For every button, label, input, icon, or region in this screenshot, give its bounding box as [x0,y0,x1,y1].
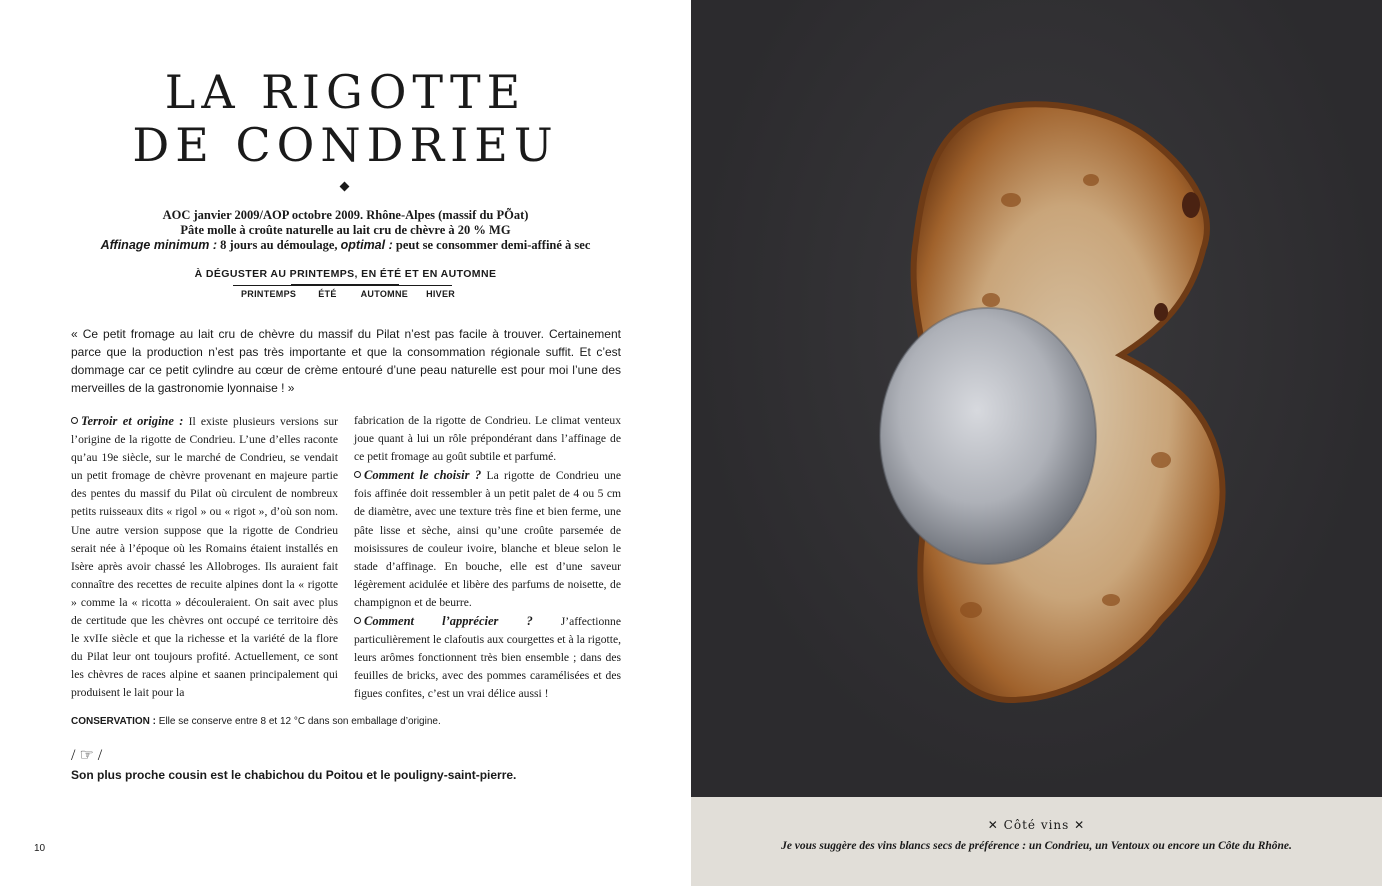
conservation-note [71,716,631,727]
season-hiver: HIVER [426,289,456,299]
diamond-ornament-icon [340,182,350,192]
terroir-text-cont: fabrication de la rigotte de Condrieu. Le climat venteux joue quant à lui un rôle prépondérant dans l’affinage de ce petit fromage au goût subtile et parfumé. [354,414,621,464]
choisir-text: La rigotte de Condrieu une fois affinée doit ressembler à un petit palet de 4 ou 5 cm de diamètre, avec une texture très fine et bien ferme, une pâte lisse et sèche, ainsi qu’une croûte parsemée de moisissures de couleur ivoire, blanche et bleue selon le stade d’affinage. En bouche, elle est d’une saveur légèrement acidulée et libère des parfums de noisette, de champignon et de beurre. [354,469,621,609]
season-heading: À DÉGUSTER AU PRINTEMPS, EN ÉTÉ ET EN AUTOMNE [194,268,497,280]
title-line-1: LA RIGOTTE [164,65,527,119]
season-list [233,289,456,299]
title-line-2: DE CONDRIEU [132,118,559,172]
cheese-meta [0,208,691,253]
conservation-label: CONSERVATION : [71,716,157,727]
season-automne: AUTOMNE [360,289,409,299]
optimal-label: optimal : [340,238,393,252]
meta-aoc: AOC janvier 2009/AOP octobre 2009. Rhône-Alpes (massif du PÕat) [162,208,529,222]
season-bar [233,285,452,286]
optimal-text: peut se consommer demi-affiné à sec [392,238,591,252]
season-ete: ÉTÉ [318,289,337,299]
season-bar-highlight [291,284,399,286]
circle-bullet-icon [354,617,361,624]
cote-vins-text: Je vous suggère des vins blancs secs de préférence : un Condrieu, un Ventoux ou encore un Côte du Rhône. [781,840,1292,852]
terroir-text: Il existe plusieurs versions sur l’origine de la rigotte de Condrieu. L’une d’elles raconte qu’au 19e siècle, sur le marché de Condrieu, se vendait un petit fromage de chèvre provenant en majeure partie des pentes du massif du Pilat où circulent de nombreux petits ruisseaux dits « rigol » ou « rigot », d’où son nom. Une autre version suppose que la rigotte de Condrieu serait née à l’époque où les Romains étaient installés en Isère après avoir chassé les Allobroges. Ils auraient fait connaître des recettes de recuite alpines dont la « rigotte » comme la « ricotta » découleraient. On sait avec plus de certitude que les chèvres ont occupé ce territoire dès le xvIIe siècle et que la richesse et la variété de la flore du Pilat leur ont toujours profité. Actuellement, ce sont les chèvres de races alpine et saanen principalement qui produisent le lait pour la [71,415,338,700]
conservation-text: Elle se conserve entre 8 et 12 °C dans son emballage d’origine. [156,716,441,727]
cote-vins-heading [691,818,1382,832]
affinage-text: 8 jours au démoulage, [217,238,341,252]
cheese-on-bread-image [691,0,1382,797]
apprecier-text: J’affectionne particulièrement le clafoutis aux courgettes et à la rigotte, leurs arômes fonctionnent très bien ensemble ; dans des feuilles de bricks, avec des pommes caramélisées et des figues confites, c’est un vrai délice aussi ! [354,615,621,701]
pointing-hand-icon: / ☞ / [71,747,103,764]
choisir-heading: Comment le choisir ? [364,468,482,483]
right-page [691,0,1382,886]
affinage-label: Affinage minimum : [100,238,218,252]
cheese-photo [691,0,1382,797]
meta-affinage [0,238,691,253]
intro-quote: « Ce petit fromage au lait cru de chèvre du massif du Pilat n’est pas facile à trouver. Certainement parce que la production n’est pas très importante et que la consommation régionale suffit. Et c’est dommage car ce petit cylindre au cœur de crème entouré d’une peau naturelle est pour moi l’une des merveilles de la gastronomie lyonnaise ! » [71,327,621,395]
circle-bullet-icon [354,471,361,478]
page-title [0,66,691,172]
meta-pate: Pâte molle à croûte naturelle au lait cru de chèvre à 20 % MG [180,223,511,237]
circle-bullet-icon [71,417,78,424]
text-column-2 [354,412,621,704]
cousin-note: Son plus proche cousin est le chabichou du Poitou et le pouligny-saint-pierre. [71,768,517,782]
apprecier-heading: Comment l’apprécier ? [364,614,533,629]
cross-ornament-icon: ✕ [987,818,999,832]
cross-ornament-icon: ✕ [1074,818,1086,832]
text-column-1 [71,412,338,703]
terroir-heading: Terroir et origine : [81,414,184,428]
season-printemps: PRINTEMPS [241,289,297,299]
cote-vins-title: Côté vins [1003,818,1070,832]
page-number: 10 [34,843,46,854]
